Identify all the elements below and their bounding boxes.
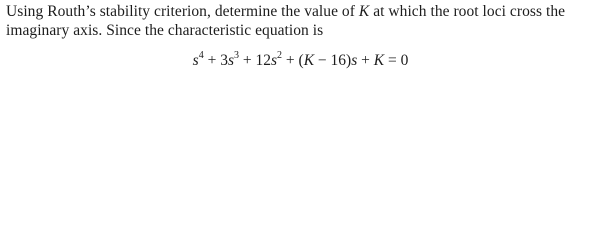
variable-s: s	[227, 52, 234, 69]
variable-k: K	[373, 52, 385, 69]
equation-term: = 0	[384, 52, 409, 69]
variable-s: s	[271, 52, 278, 69]
equation-term: + (	[282, 52, 304, 69]
variable-k: K	[303, 52, 315, 69]
equation-term: +	[357, 52, 374, 69]
variable-k: K	[358, 3, 370, 20]
exponent: 3	[234, 49, 239, 61]
exponent: 2	[277, 49, 283, 61]
problem-paragraph	[6, 2, 598, 40]
problem-statement	[0, 0, 601, 76]
text-line-1	[6, 2, 598, 21]
equation-term: − 16)	[314, 52, 352, 69]
variable-s: s	[351, 52, 358, 69]
exponent: 4	[198, 49, 204, 61]
characteristic-equation	[0, 51, 601, 71]
text-line-2: imaginary axis. Since the characteristic equation is	[6, 22, 324, 39]
variable-s: s	[192, 52, 199, 69]
text-segment: Using Routh’s stability criterion, determine the value of	[6, 3, 359, 20]
equation-term: + 3	[203, 52, 228, 69]
text-segment: at which the root loci cross the	[369, 3, 566, 20]
equation-term: + 12	[239, 52, 271, 69]
